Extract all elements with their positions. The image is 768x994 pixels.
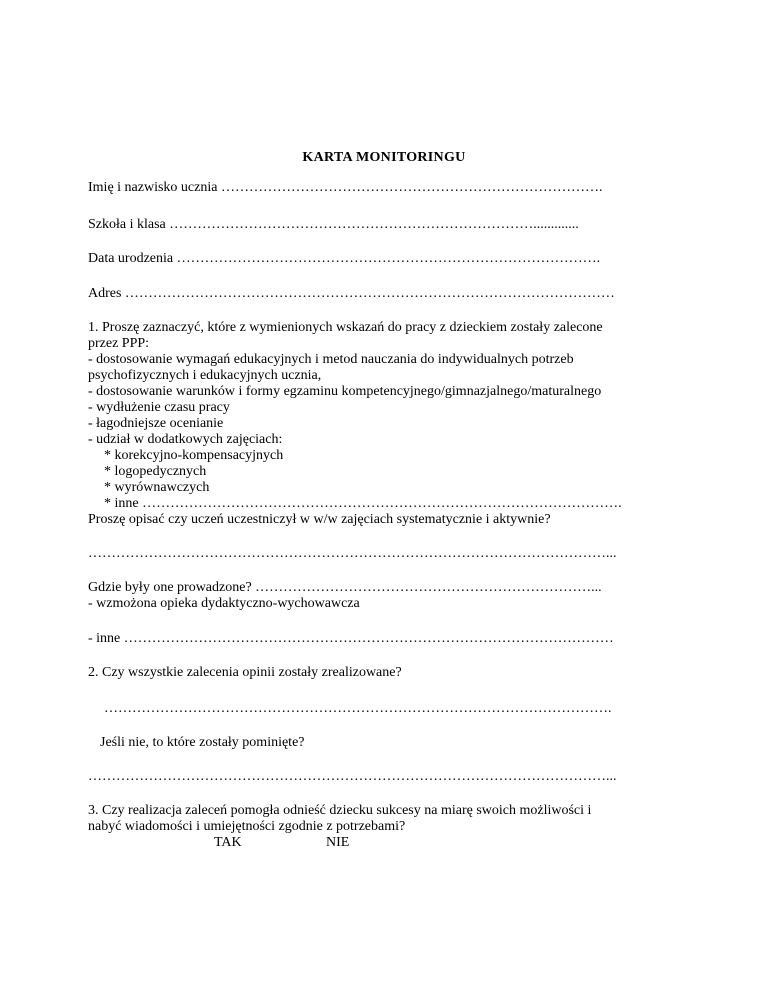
q2-question: 2. Czy wszystkie zalecenia opinii zostały zrealizowane? xyxy=(88,665,402,680)
q1-extra-care: - wzmożona opieka dydaktyczno-wychowawcza xyxy=(88,596,360,611)
q1-item: psychofizycznych i edukacyjnych ucznia, xyxy=(88,368,322,383)
q1-describe-answer-line: …………………………………………………………………………………………………... xyxy=(88,546,617,561)
document-title: KARTA MONITORINGU xyxy=(302,150,466,165)
q1-sub-item: * korekcyjno-kompensacyjnych xyxy=(104,448,284,463)
q1-intro-line1: 1. Proszę zaznaczyć, które z wymienionych wskazań do pracy z dzieckiem zostały zalecone xyxy=(88,320,603,335)
school-class-field: Szkoła i klasa ……………………………………………………………………............. xyxy=(88,217,579,232)
q1-sub-item: * inne …………………………………………………………………………………………. xyxy=(104,496,622,511)
q1-item: - wydłużenie czasu pracy xyxy=(88,400,230,415)
q1-item: - dostosowanie wymagań edukacyjnych i metod nauczania do indywidualnych potrzeb xyxy=(88,352,574,367)
q1-sub-item: * wyrównawczych xyxy=(104,480,210,495)
q3-yes-option: TAK xyxy=(214,835,242,850)
q2-if-not-answer-line: …………………………………………………………………………………………………... xyxy=(88,769,617,784)
address-field: Adres …………………………………………………………………………………………… xyxy=(88,286,615,301)
birth-date-field: Data urodzenia ………………………………………………………………………………. xyxy=(88,251,601,266)
q2-if-not-question: Jeśli nie, to które zostały pominięte? xyxy=(100,735,305,750)
q1-item: - dostosowanie warunków i formy egzaminu kompetencyjnego/gimnazjalnego/maturalnego xyxy=(88,384,602,399)
q3-question-line2: nabyć wiadomości i umiejętności zgodnie z potrzebami? xyxy=(88,819,406,834)
q1-item: - łagodniejsze ocenianie xyxy=(88,416,224,431)
q1-other: - inne …………………………………………………………………………………………… xyxy=(88,631,614,646)
student-name-field: Imię i nazwisko ucznia ………………………………………………………………………. xyxy=(88,180,603,195)
q3-no-option: NIE xyxy=(326,835,350,850)
q1-item: - udział w dodatkowych zajęciach: xyxy=(88,432,283,447)
q3-question-line1: 3. Czy realizacja zaleceń pomogła odnieść dziecku sukcesy na miarę swoich możliwości i xyxy=(88,803,592,818)
q1-where-question: Gdzie były one prowadzone? ………………………………………………………………... xyxy=(88,580,602,595)
q2-answer-line: ………………………………………………………………………………………………. xyxy=(104,701,612,716)
q1-describe-question: Proszę opisać czy uczeń uczestniczył w w/w zajęciach systematycznie i aktywnie? xyxy=(88,512,551,527)
q1-sub-item: * logopedycznych xyxy=(104,464,207,479)
q1-intro-line2: przez PPP: xyxy=(88,336,150,351)
